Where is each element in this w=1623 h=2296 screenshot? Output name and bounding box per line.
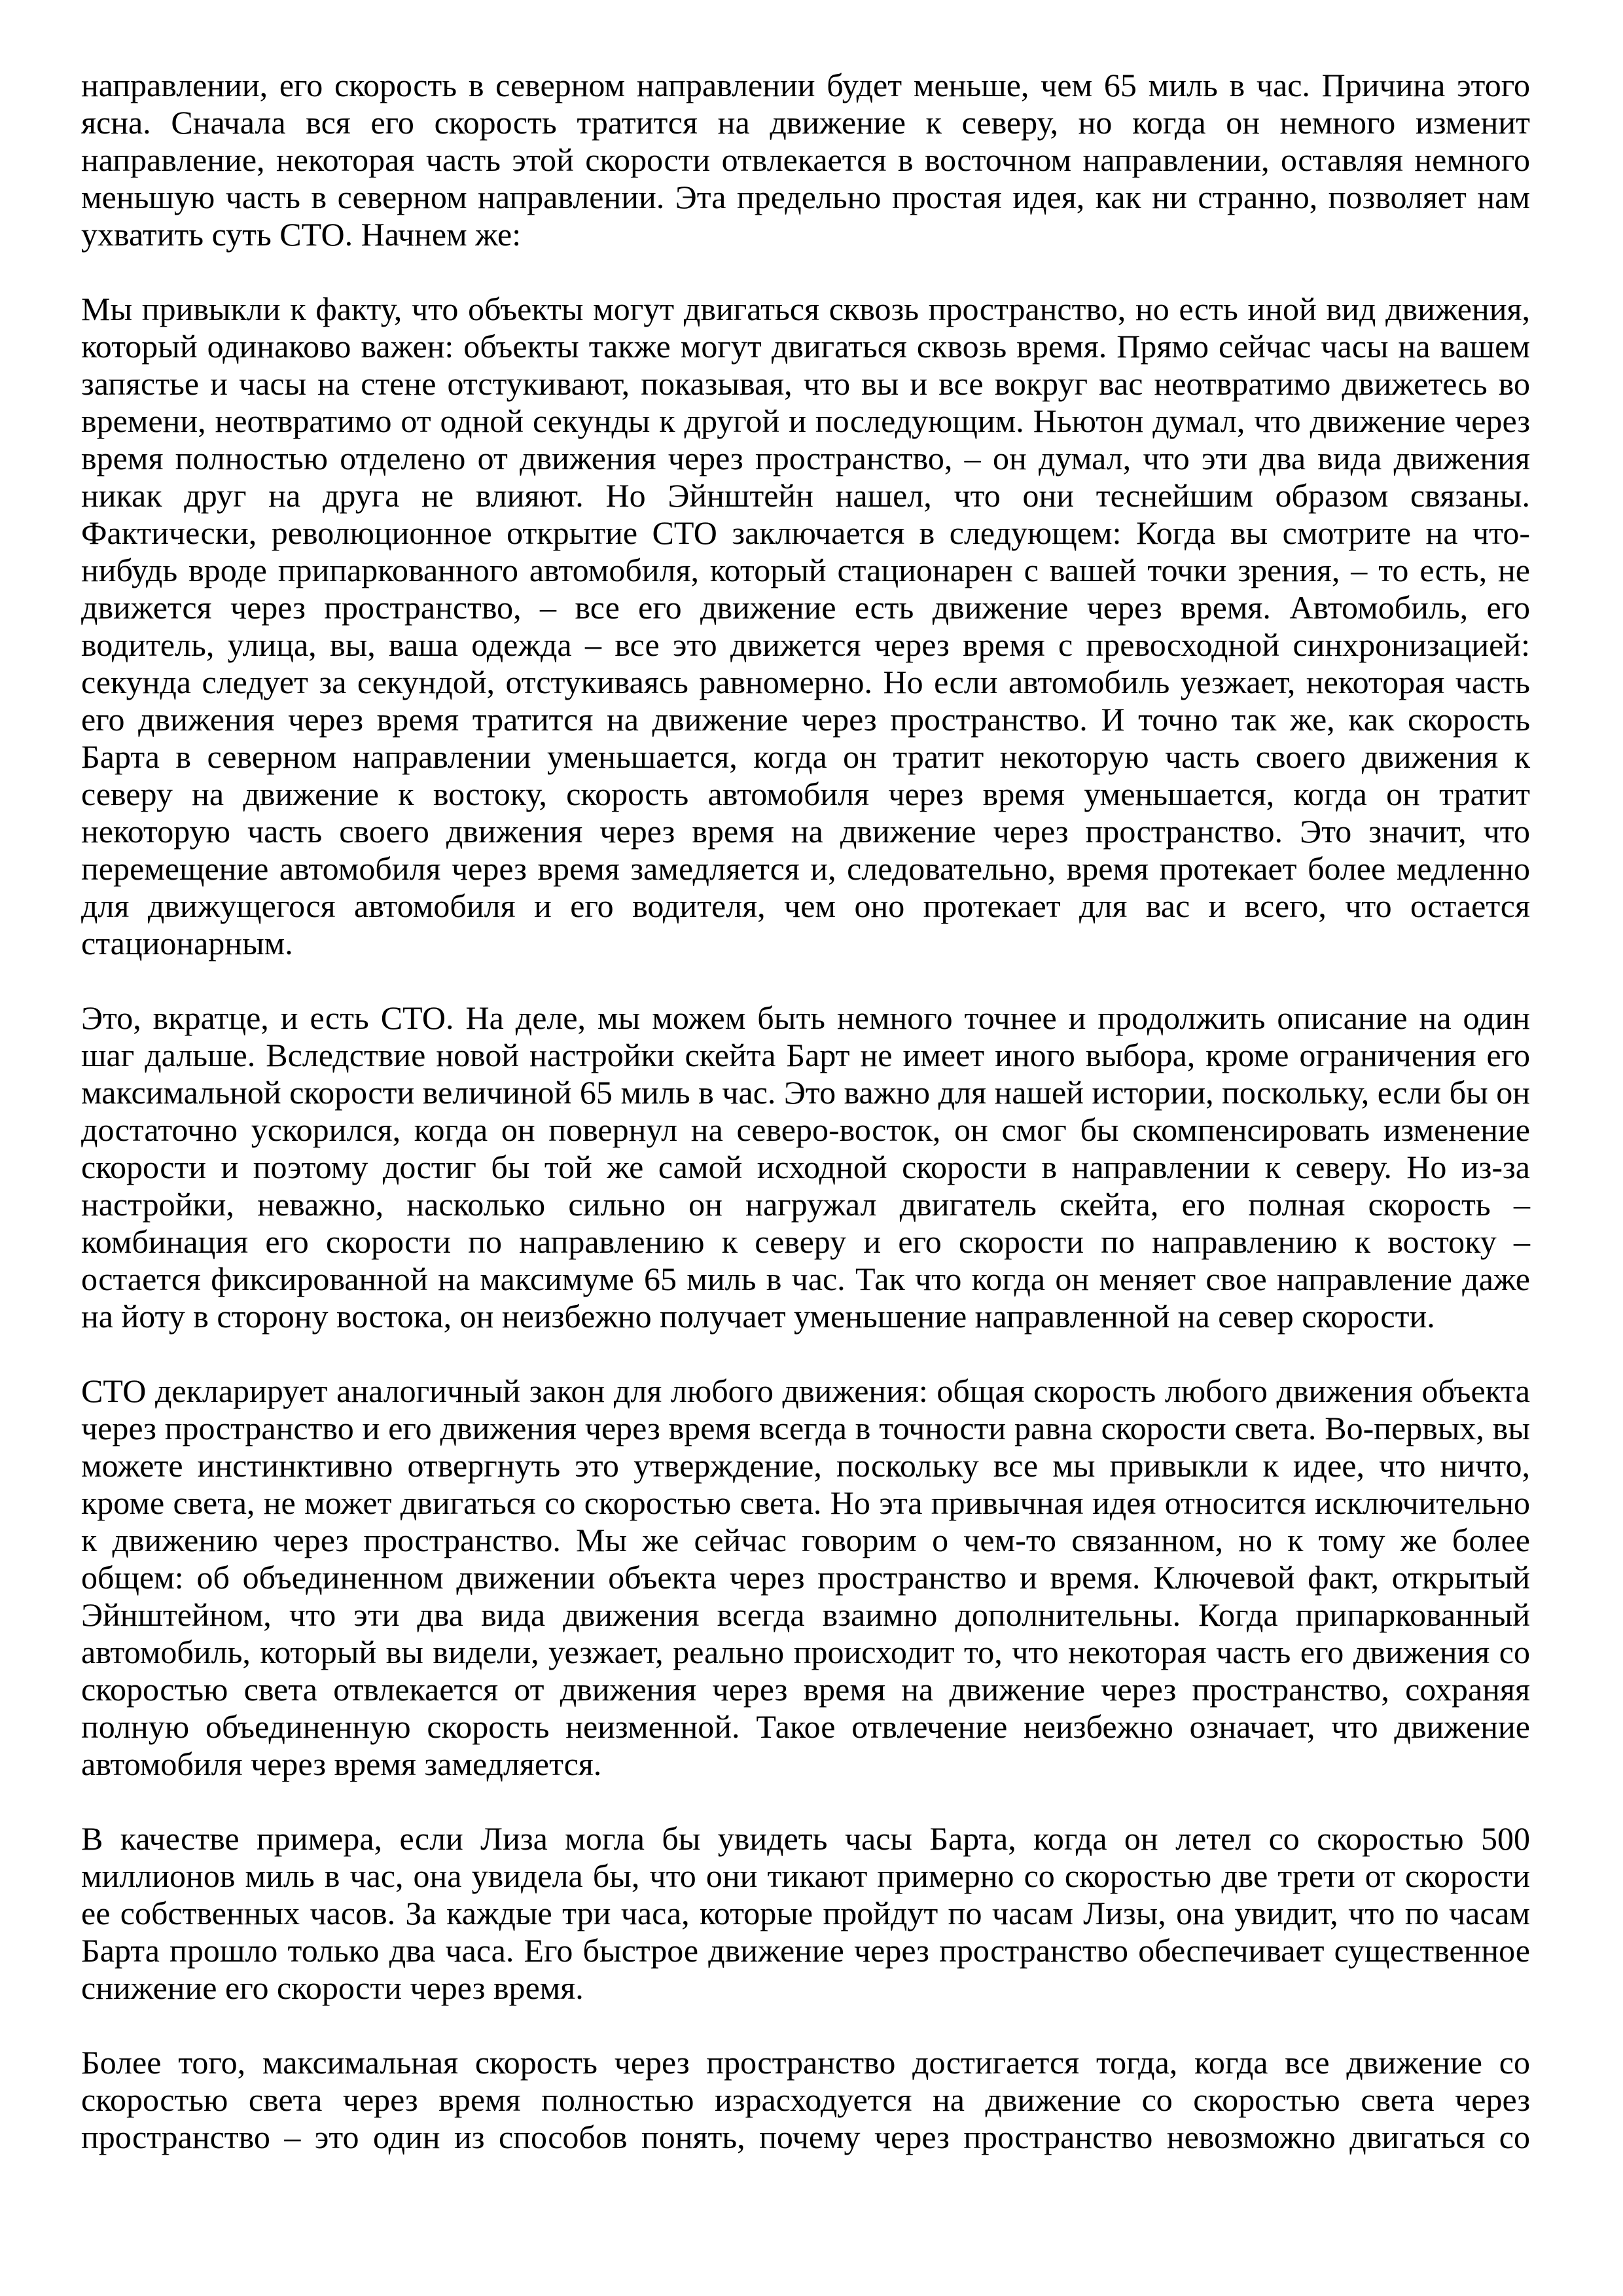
paragraph-5: В качестве примера, если Лиза могла бы увидеть часы Барта, когда он летел со скоростью 500 миллионов миль в час, она увидела бы, что они тикают примерно со скоростью две трети от скорости ее собственных часов. За каждые три часа, которые пройдут по часам Лизы, она увидит, что по часам Барта прошло только два часа. Его быстрое движение через пространство обеспечивает существенное снижение его скорости через время. (81, 1820, 1530, 2006)
paragraph-4: СТО декларирует аналогичный закон для любого движения: общая скорость любого движения объекта через пространство и его движения через время всегда в точности равна скорости света. Во-первых, вы можете инстинктивно отвергнуть это утверждение, поскольку все мы привыкли к идее, что ничто, кроме света, не может двигаться со скоростью света. Но эта привычная идея относится исключительно к движению через пространство. Мы же сейчас говорим о чем-то связанном, но к тому же более общем: об объединенном движении объекта через пространство и время. Ключевой факт, открытый Эйнштейном, что эти два вида движения всегда взаимно дополнительны. Когда припаркованный автомобиль, который вы видели, уезжает, реально происходит то, что некоторая часть его движения со скоростью света отвлекается от движения через время на движение через пространство, сохраняя полную объединенную скорость неизменной. Такое отвлечение неизбежно означает, что движение автомобиля через время замедляется. (81, 1372, 1530, 1782)
paragraph-2: Мы привыкли к факту, что объекты могут двигаться сквозь пространство, но есть иной вид движения, который одинаково важен: объекты также могут двигаться сквозь время. Прямо сейчас часы на вашем запястье и часы на стене отстукивают, показывая, что вы и все вокруг вас неотвратимо движетесь во времени, неотвратимо от одной секунды к другой и последующим. Ньютон думал, что движение через время полностью отделено от движения через пространство, – он думал, что эти два вида движения никак друг на друга не влияют. Но Эйнштейн нашел, что они теснейшим образом связаны. Фактически, революционное открытие СТО заключается в следующем: Когда вы смотрите на что-нибудь вроде припаркованного автомобиля, который стационарен с вашей точки зрения, – то есть, не движется через пространство, – все его движение есть движение через время. Автомобиль, его водитель, улица, вы, ваша одежда – все это движется через время с превосходной синхронизацией: секунда следует за секундой, отстукиваясь равномерно. Но если автомобиль уезжает, некоторая часть его движения через время тратится на движение через пространство. И точно так же, как скорость Барта в северном направлении уменьшается, когда он тратит некоторую часть своего движения к северу на движение к востоку, скорость автомобиля через время уменьшается, когда он тратит некоторую часть своего движения через время на движение через пространство. Это значит, что перемещение автомобиля через время замедляется и, следовательно, время протекает более медленно для движущегося автомобиля и его водителя, чем оно протекает для вас и всего, что остается стационарным. (81, 291, 1530, 961)
paragraph-3: Это, вкратце, и есть СТО. На деле, мы можем быть немного точнее и продолжить описание на один шаг дальше. Вследствие новой настройки скейта Барт не имеет иного выбора, кроме ограничения его максимальной скорости величиной 65 миль в час. Это важно для нашей истории, поскольку, если бы он достаточно ускорился, когда он повернул на северо-восток, он смог бы скомпенсировать изменение скорости и поэтому достиг бы той же самой исходной скорости в направлении к северу. Но из-за настройки, неважно, насколько сильно он нагружал двигатель скейта, его полная скорость – комбинация его скорости по направлению к северу и его скорости по направлению к востоку – остается фиксированной на максимуме 65 миль в час. Так что когда он меняет свое направление даже на йоту в сторону востока, он неизбежно получает уменьшение направленной на север скорости. (81, 999, 1530, 1335)
paragraph-1: направлении, его скорость в северном направлении будет меньше, чем 65 миль в час. Причина этого ясна. Сначала вся его скорость тратится на движение к северу, но когда он немного изменит направление, некоторая часть этой скорости отвлекается в восточном направлении, оставляя немного меньшую часть в северном направлении. Эта предельно простая идея, как ни странно, позволяет нам ухватить суть СТО. Начнем же: (81, 67, 1530, 253)
paragraph-6: Более того, максимальная скорость через пространство достигается тогда, когда все движение со скоростью света через время полностью израсходуется на движение со скоростью света через пространство – это один из способов понять, почему через пространство невозможно двигаться со (81, 2044, 1530, 2155)
